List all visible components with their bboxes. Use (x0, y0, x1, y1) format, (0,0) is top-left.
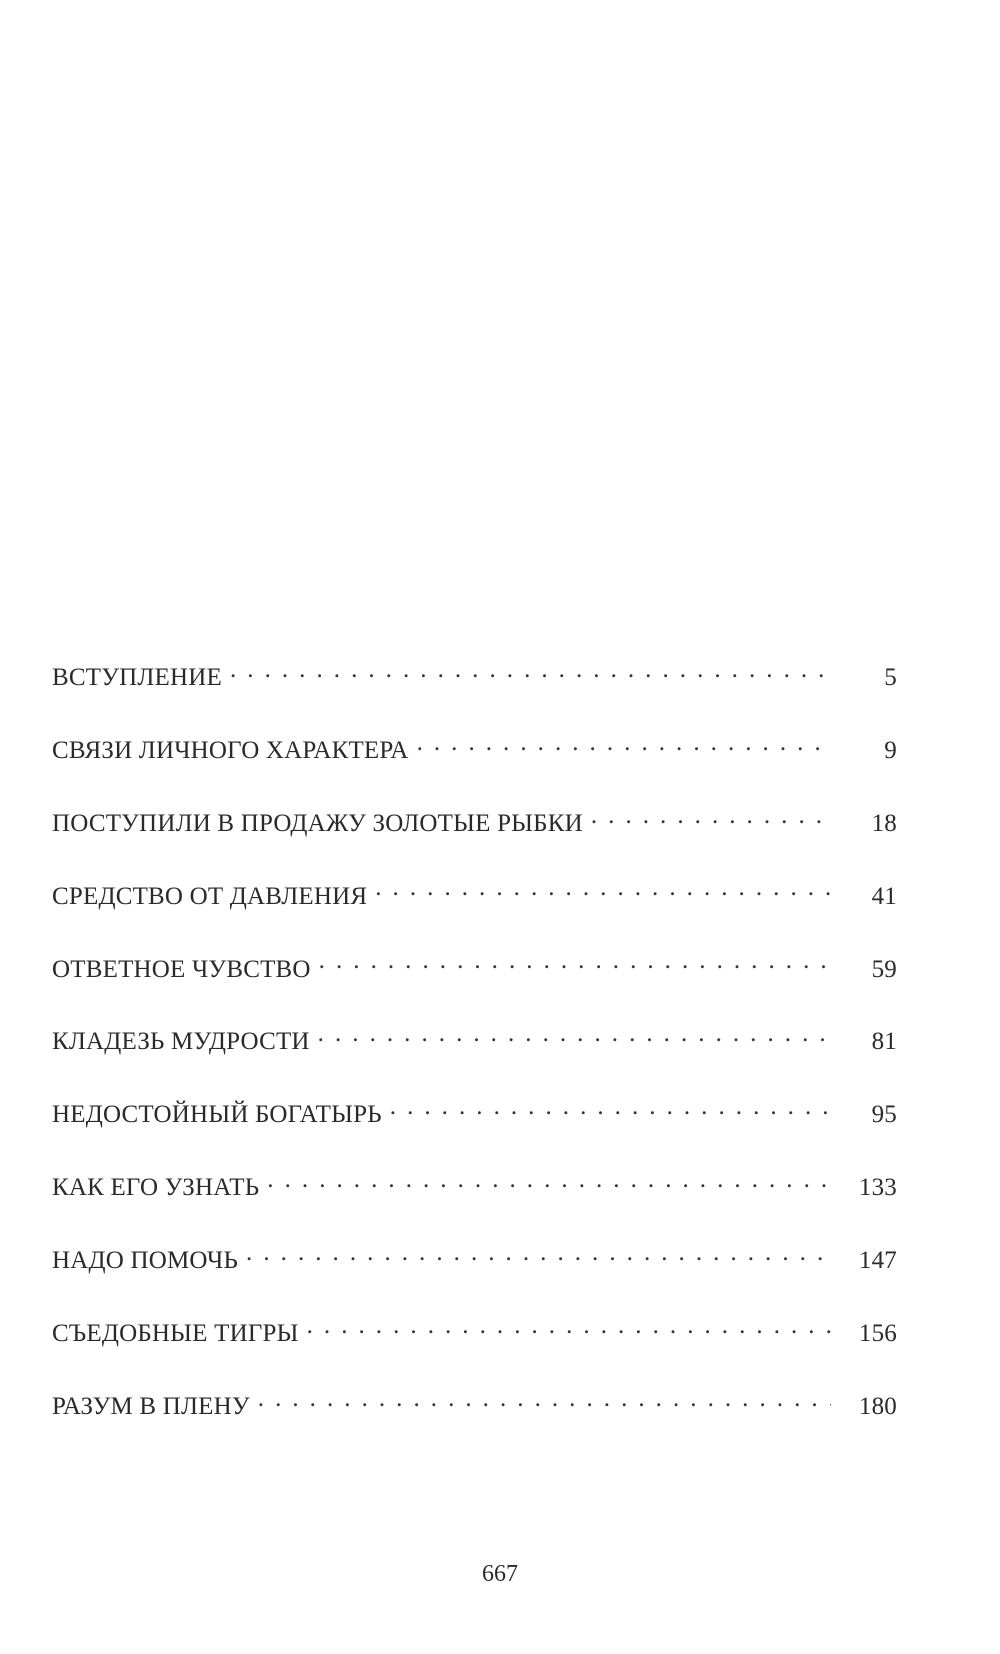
toc-entry-title: КАК ЕГО УЗНАТЬ (52, 1174, 260, 1202)
toc-entry (52, 879, 897, 952)
toc-entry-title: КЛАДЕЗЬ МУДРОСТИ (52, 1028, 310, 1056)
toc-entry-page: 59 (871, 955, 897, 983)
toc-entry (52, 1170, 897, 1243)
toc-entry-title: РАЗУМ В ПЛЕНУ (52, 1392, 250, 1420)
toc-entry (52, 952, 897, 1025)
toc-entry-page: 41 (871, 882, 897, 910)
toc-entry (52, 1024, 897, 1097)
toc-dot-leader (375, 879, 831, 904)
toc-dot-leader (591, 806, 831, 831)
toc-entry-page: 5 (884, 664, 897, 691)
toc-dot-leader (307, 1316, 831, 1341)
toc-entry-title: ПОСТУПИЛИ В ПРОДАЖУ ЗОЛОТЫЕ РЫБКИ (52, 809, 583, 837)
toc-dot-leader (246, 1243, 831, 1268)
toc-dot-leader (390, 1097, 831, 1122)
toc-entry-page: 147 (858, 1247, 897, 1275)
page-number: 667 (482, 1561, 518, 1587)
table-of-contents (52, 660, 897, 1462)
toc-dot-leader (319, 952, 831, 977)
toc-entry (52, 1097, 897, 1170)
toc-entry (52, 1389, 897, 1462)
toc-entry-title: НЕДОСТОЙНЫЙ БОГАТЫРЬ (52, 1101, 382, 1129)
toc-entry (52, 806, 897, 879)
toc-entry-page: 95 (871, 1101, 897, 1129)
toc-entry-title: ОТВЕТНОЕ ЧУВСТВО (52, 955, 311, 983)
toc-dot-leader (318, 1024, 831, 1049)
toc-entry (52, 733, 897, 806)
toc-entry (52, 660, 897, 733)
toc-entry (52, 1243, 897, 1316)
toc-entry-title: ВСТУПЛЕНИЕ (52, 664, 222, 691)
toc-dot-leader (417, 733, 831, 758)
toc-dot-leader (230, 660, 831, 685)
toc-entry-page: 81 (871, 1028, 897, 1056)
toc-dot-leader (258, 1389, 831, 1414)
toc-entry-page: 156 (858, 1320, 897, 1348)
toc-entry-title: СЪЕДОБНЫЕ ТИГРЫ (52, 1320, 299, 1348)
toc-entry-title: СВЯЗИ ЛИЧНОГО ХАРАКТЕРА (52, 736, 409, 764)
toc-entry (52, 1316, 897, 1389)
toc-entry-page: 18 (871, 809, 897, 837)
toc-entry-page: 133 (858, 1174, 897, 1202)
toc-entry-title: НАДО ПОМОЧЬ (52, 1247, 239, 1275)
toc-entry-page: 9 (884, 736, 897, 764)
toc-entry-title: СРЕДСТВО ОТ ДАВЛЕНИЯ (52, 882, 368, 910)
toc-dot-leader (267, 1170, 831, 1195)
toc-entry-page: 180 (858, 1392, 897, 1420)
